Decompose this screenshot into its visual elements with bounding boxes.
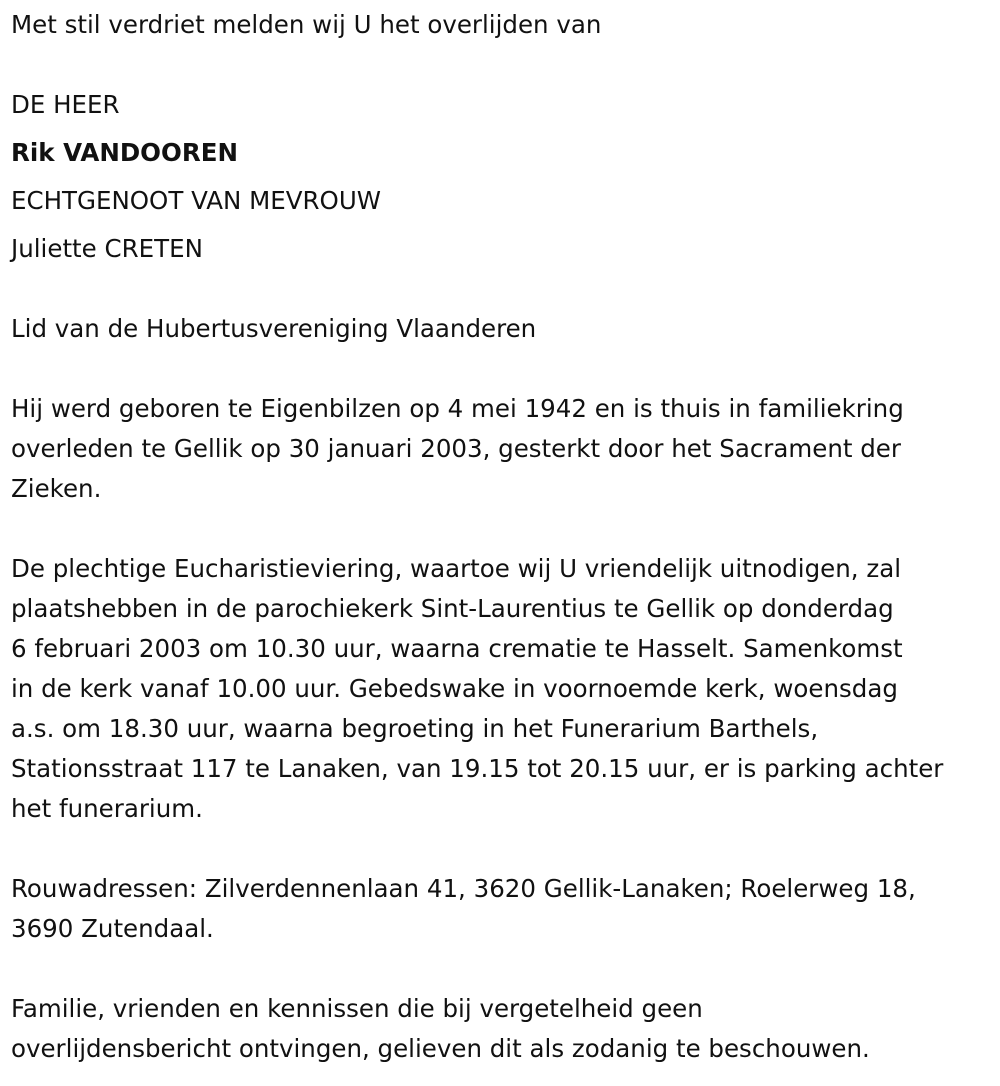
deceased-name: Rik VANDOOREN	[11, 138, 238, 167]
spouse-prefix: ECHTGENOOT VAN MEVROUW	[11, 186, 382, 215]
ceremony-line: plaatshebben in de parochiekerk Sint-Laurentius te Gellik op donderdag	[11, 594, 894, 623]
ceremony-line: in de kerk vanaf 10.00 uur. Gebedswake in voornoemde kerk, woensdag	[11, 674, 898, 703]
closing-line: Familie, vrienden en kennissen die bij vergetelheid geen	[11, 994, 703, 1023]
ceremony-line: 6 februari 2003 om 10.30 uur, waarna crematie te Hasselt. Samenkomst	[11, 634, 903, 663]
closing-line: overlijdensbericht ontvingen, gelieven dit als zodanig te beschouwen.	[11, 1034, 870, 1063]
birth-death-line: Zieken.	[11, 474, 102, 503]
address-line: 3690 Zutendaal.	[11, 914, 214, 943]
birth-death-line: Hij werd geboren te Eigenbilzen op 4 mei 1942 en is thuis in familiekring	[11, 394, 904, 423]
address-line: Rouwadressen: Zilverdennenlaan 41, 3620 Gellik-Lanaken; Roelerweg 18,	[11, 874, 916, 903]
membership-text: Lid van de Hubertusvereniging Vlaanderen	[11, 314, 537, 343]
title-prefix: DE HEER	[11, 90, 120, 119]
spouse-name: Juliette CRETEN	[11, 234, 203, 263]
birth-death-line: overleden te Gellik op 30 januari 2003, gesterkt door het Sacrament der	[11, 434, 901, 463]
ceremony-line: a.s. om 18.30 uur, waarna begroeting in het Funerarium Barthels,	[11, 714, 819, 743]
ceremony-line: Stationsstraat 117 te Lanaken, van 19.15 tot 20.15 uur, er is parking achter	[11, 754, 944, 783]
ceremony-line: De plechtige Eucharistieviering, waartoe wij U vriendelijk uitnodigen, zal	[11, 554, 902, 583]
intro-text: Met stil verdriet melden wij U het overlijden van	[11, 10, 602, 39]
ceremony-line: het funerarium.	[11, 794, 203, 823]
